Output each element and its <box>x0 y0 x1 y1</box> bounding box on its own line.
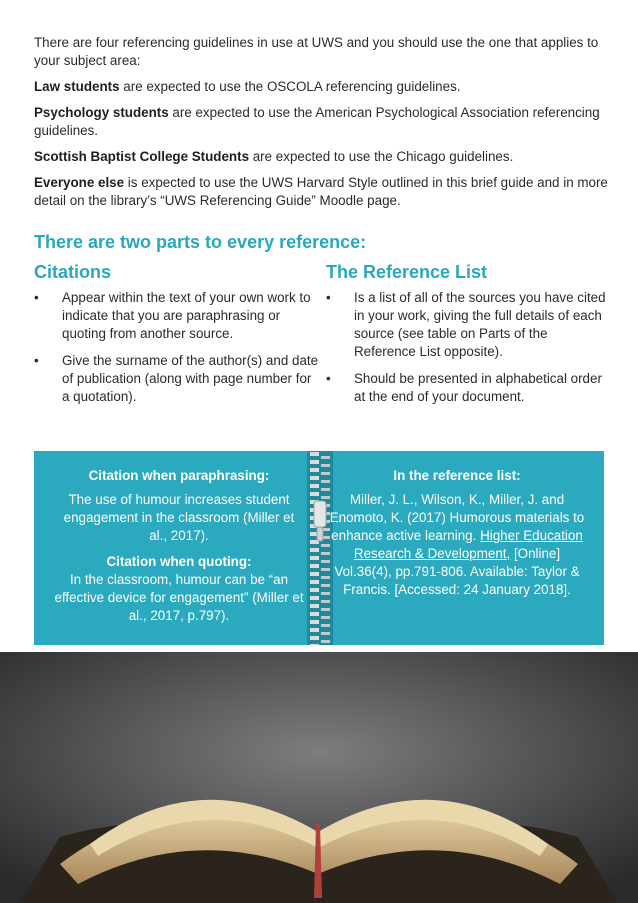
list-item <box>34 352 319 406</box>
citation-examples <box>54 467 304 625</box>
list-item <box>326 289 611 361</box>
psych-paragraph <box>34 104 608 140</box>
quoting-heading: Citation when quoting: <box>106 554 252 569</box>
reference-list-column <box>326 262 611 415</box>
paraphrasing-heading: Citation when paraphrasing: <box>88 468 270 483</box>
list-item <box>326 370 611 406</box>
bullet-icon: • <box>34 290 39 305</box>
journal-link[interactable]: Higher Education Research & Development, <box>353 528 583 561</box>
citations-title: Citations <box>34 262 112 282</box>
quoting-text: In the classroom, humour can be “an effective device for engagement” (Miller et al., 2017, p.797). <box>54 572 304 623</box>
reference-list-title: The Reference List <box>326 262 488 282</box>
else-paragraph <box>34 174 608 210</box>
scot-paragraph <box>34 148 608 166</box>
law-text: are expected to use the OSCOLA referencing guidelines. <box>119 79 461 94</box>
paraphrasing-text: The use of humour increases student engagement in the classroom (Miller et al., 2017). <box>63 492 295 543</box>
reference-text-start: Miller, J. L., Wilson, K., Miller, J. and Enomoto, K. (2017) Humorous materials to enhance active learning. <box>329 492 585 543</box>
citations-column <box>34 262 319 415</box>
list-item-text: Should be presented in alphabetical order at the end of your document. <box>354 371 602 404</box>
scot-text: are expected to use the Chicago guidelines. <box>249 149 514 164</box>
reference-text-end: [Online] Vol.36(4), pp.791-806. Available: Taylor & Francis. [Accessed: 24 January 2018]. <box>334 546 580 597</box>
intro-section <box>34 34 608 218</box>
reference-text <box>326 491 588 599</box>
bullet-icon: • <box>34 353 39 368</box>
section-headline: There are two parts to every reference: <box>34 232 367 252</box>
list-item <box>34 289 319 343</box>
else-label: Everyone else <box>34 175 125 190</box>
citations-list <box>34 289 319 406</box>
psych-label: Psychology students <box>34 105 169 120</box>
psych-text: are expected to use the American Psychological Association referencing guidelines. <box>34 105 600 138</box>
example-panel <box>34 451 604 645</box>
scot-label: Scottish Baptist College Students <box>34 149 250 164</box>
reference-example <box>326 467 588 599</box>
bullet-icon: • <box>326 290 331 305</box>
else-text: is expected to use the UWS Harvard Style outlined in this brief guide and in more detail on the library’s “UWS Referencing Guide” Moodle page. <box>34 175 608 208</box>
open-book-icon <box>0 652 638 903</box>
reference-list-list <box>326 289 611 406</box>
list-item-text: Give the surname of the author(s) and date of publication (along with page number for a quotation). <box>62 353 319 404</box>
law-paragraph <box>34 78 608 96</box>
law-label: Law students <box>34 79 120 94</box>
list-item-text: Appear within the text of your own work to indicate that you are paraphrasing or quoting from another source. <box>62 290 311 341</box>
intro-paragraph: There are four referencing guidelines in use at UWS and you should use the one that applies to your subject area: <box>34 35 599 68</box>
reference-heading: In the reference list: <box>393 468 521 483</box>
bullet-icon: • <box>326 371 331 386</box>
open-book-image <box>0 652 638 903</box>
list-item-text: Is a list of all of the sources you have cited in your work, giving the full details of each source (see table on Parts of the Reference List opposite). <box>354 290 606 359</box>
